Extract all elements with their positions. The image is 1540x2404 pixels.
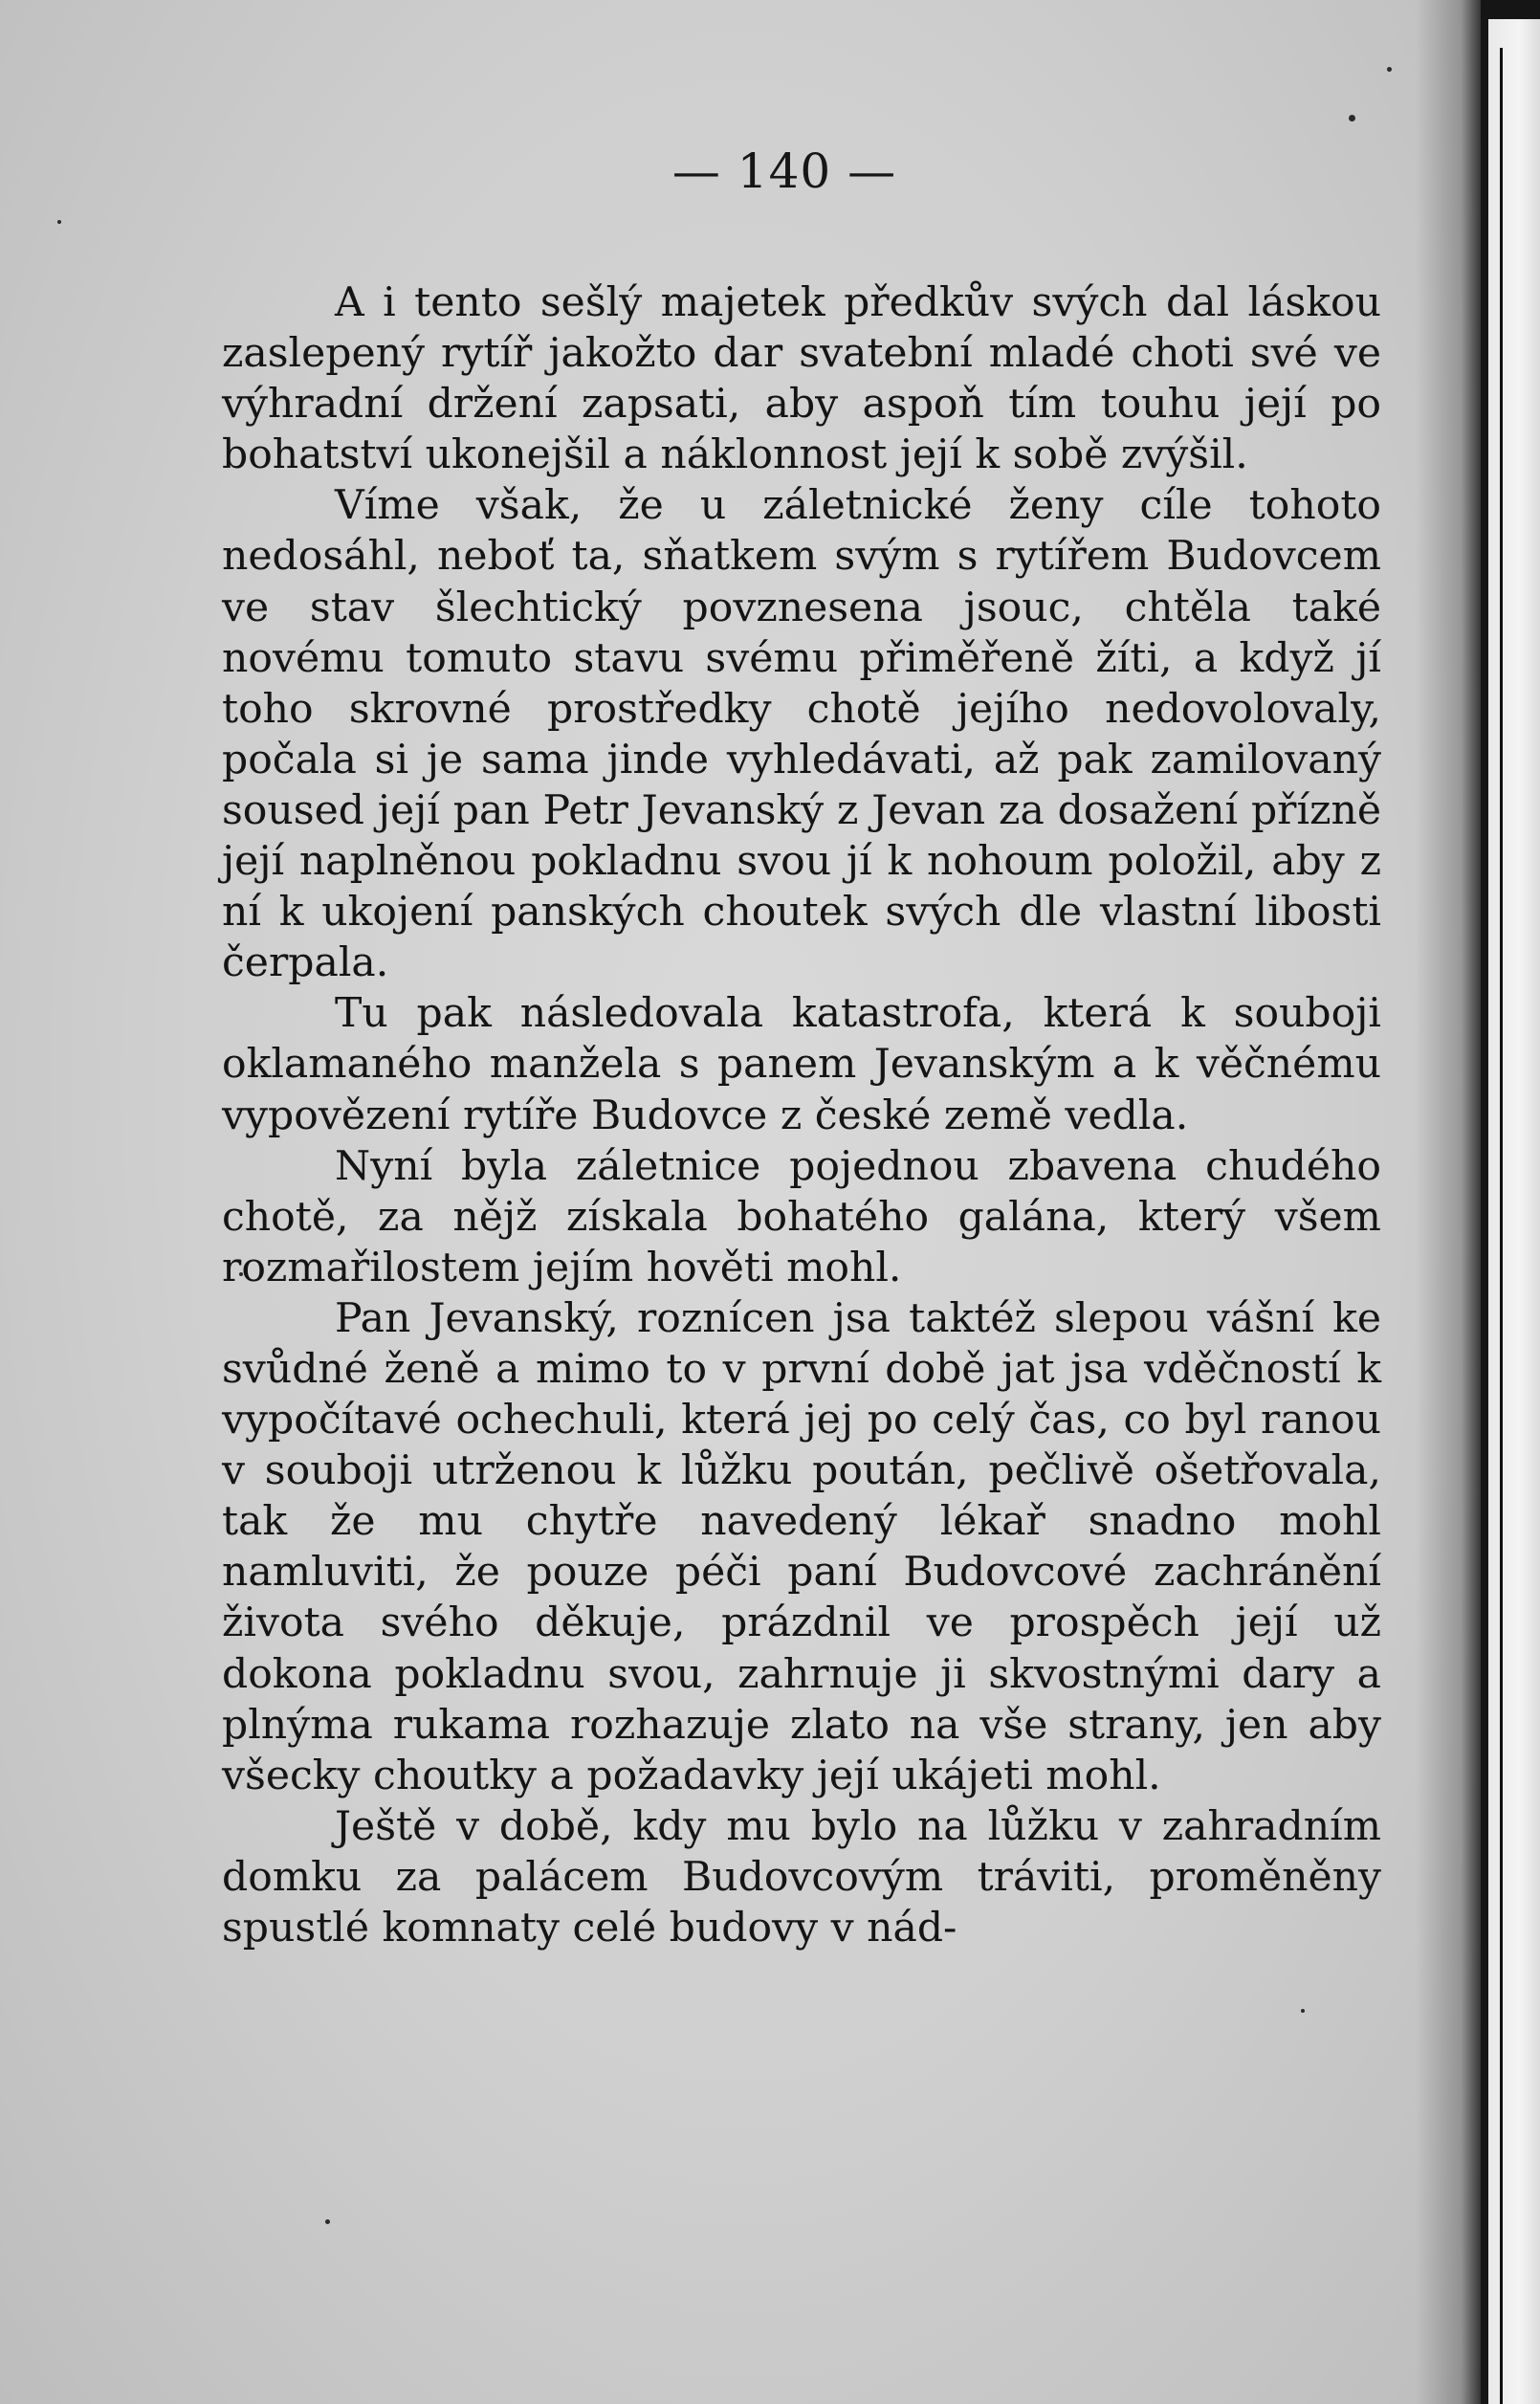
page-fold-shadow [1416, 0, 1481, 2404]
page-number: — 140 — [671, 143, 897, 199]
paragraph: Pan Jevanský, roznícen jsa taktéž slepou vášní ke svůdné ženě a mimo to v první době jat jsa vděčností k vypočítavé ochechuli, která jej po celý čas, co byl ranou v souboji utrženou k lůžku poután, pečlivě ošetřovala, tak že mu chytře navedený lékař snadno mohl namluviti, že pouze péči paní Budovcové zachránění života svého děkuje, prázdnil ve prospěch její už dokona pokladnu svou, zahrnuje ji skvostnými dary a plnýma rukama rozhazuje zlato na vše strany, jen aby všecky choutky a požadavky její ukájeti mohl. [222, 1294, 1381, 1799]
dust-speck [1349, 115, 1355, 121]
paragraph: Nyní byla záletnice pojednou zbavena chudého chotě, za nějž získala bohatého galána, který všem rozmařilostem jejím hověti mohl. [222, 1142, 1381, 1291]
next-page-edge [1488, 19, 1540, 2404]
dust-speck [1301, 2009, 1305, 2013]
dust-speck [325, 2219, 330, 2224]
paragraph: Ještě v době, kdy mu bylo na lůžku v zahradním domku za palácem Budovcovým tráviti, proměněny spustlé komnaty celé budovy v nád- [222, 1802, 1381, 1952]
paragraph: A i tento sešlý majetek předkův svých dal láskou zaslepený rytíř jakožto dar svatební mladé choti své ve výhradní držení zapsati, aby aspoň tím touhu její po bohatství ukonejšil a náklonnost její k sobě zvýšil. [222, 279, 1381, 479]
paragraph: Tu pak následovala katastrofa, která k souboji oklamaného manžela s panem Jevanským a k věčnému vypovězení rytíře Budovce z české země vedla. [222, 990, 1381, 1139]
dust-speck [1387, 67, 1392, 72]
body-text [222, 277, 1381, 1953]
page-edge-line [1500, 48, 1503, 2404]
dust-speck [57, 220, 61, 224]
paragraph: Víme však, že u záletnické ženy cíle tohoto nedosáhl, neboť ta, sňatkem svým s rytířem Budovcem ve stav šlechtický povznesena jsouc, chtěla také novému tomuto stavu svému přiměřeně žíti, a když jí toho skrovné prostředky chotě jejího nedovolovaly, počala si je sama jinde vyhledávati, až pak zamilovaný soused její pan Petr Jevanský z Jevan za dosažení přízně její naplněnou pokladnu svou jí k nohoum položil, aby z ní k ukojení panských choutek svých dle vlastní libosti čerpala. [222, 482, 1381, 987]
